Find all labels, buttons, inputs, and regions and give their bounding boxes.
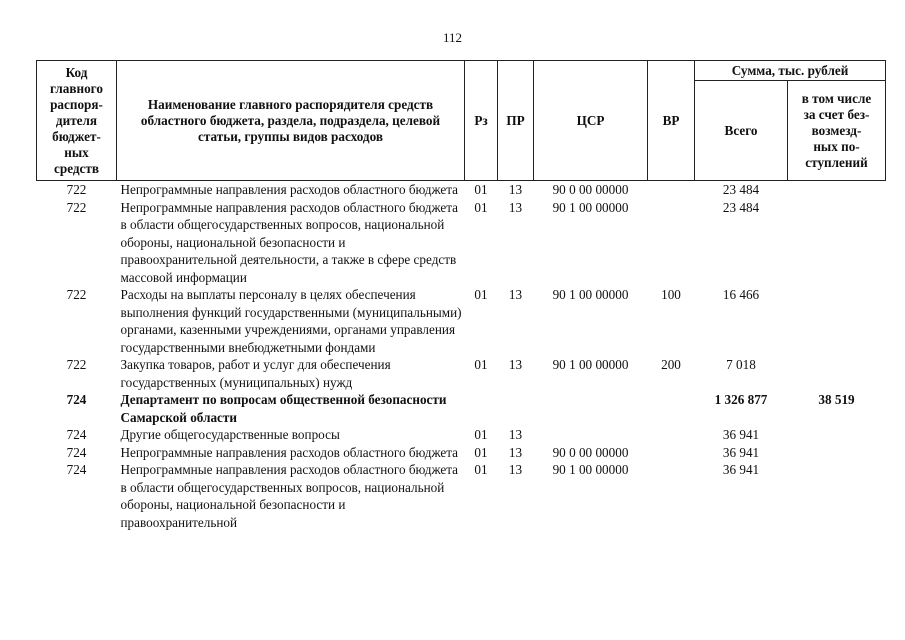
cell-code: 722 (66, 357, 87, 372)
cell-free (788, 286, 886, 356)
cell-name: Департамент по вопросам общественной безопасности Самарской области (120, 392, 447, 425)
cell-free (788, 444, 886, 462)
cell-vr: 200 (661, 357, 681, 372)
cell-free (788, 356, 886, 391)
cell-csr (534, 426, 648, 444)
cell-pr: 13 (508, 462, 523, 477)
cell-total: 7 018 (726, 357, 756, 372)
header-csr: ЦСР (534, 61, 648, 181)
cell-csr: 90 1 00 00000 (552, 199, 629, 215)
cell-free: 38 519 (818, 392, 855, 407)
cell-pr: 13 (508, 287, 523, 302)
cell-total: 36 941 (722, 462, 760, 477)
cell-total: 36 941 (722, 427, 760, 442)
cell-csr: 90 1 00 00000 (552, 287, 629, 302)
cell-pr: 13 (508, 357, 523, 372)
table-row (37, 391, 886, 426)
cell-pr: 13 (508, 199, 523, 215)
cell-code: 722 (66, 199, 87, 215)
header-pr: ПР (498, 61, 534, 181)
cell-total: 16 466 (722, 287, 760, 302)
cell-name: Непрограммные направления расходов областного бюджета в области общегосударственных вопросов, национальной обороны, национальной безопасности и правоохранительной (120, 462, 459, 530)
cell-pr: 13 (508, 427, 523, 442)
cell-rz: 01 (474, 199, 488, 215)
page-number: 112 (442, 30, 463, 45)
cell-vr (648, 199, 695, 287)
cell-free (788, 181, 886, 199)
cell-rz: 01 (474, 427, 488, 442)
cell-pr (498, 391, 534, 426)
cell-total: 23 484 (722, 182, 760, 197)
table-row (37, 199, 886, 287)
cell-name: Непрограммные направления расходов областного бюджета (120, 182, 459, 197)
cell-rz: 01 (474, 462, 488, 477)
cell-rz (465, 391, 498, 426)
table-row (37, 461, 886, 531)
cell-vr (648, 426, 695, 444)
table-row (37, 286, 886, 356)
table-row (37, 444, 886, 462)
table-body (37, 181, 886, 532)
cell-code: 722 (66, 287, 87, 302)
cell-code: 724 (66, 427, 87, 442)
cell-free (788, 461, 886, 531)
header-vr: ВР (648, 61, 695, 181)
cell-name: Непрограммные направления расходов областного бюджета (120, 444, 459, 460)
table-row (37, 426, 886, 444)
header-rz: Рз (465, 61, 498, 181)
cell-rz: 01 (474, 287, 488, 302)
cell-code: 722 (66, 182, 87, 197)
header-name: Наименование главного распорядителя средств областного бюджета, раздела, подраздела, целевой статьи, группы видов расходов (117, 61, 465, 181)
cell-csr: 90 0 00 00000 (552, 182, 629, 197)
cell-total: 36 941 (722, 444, 760, 460)
header-free: в том числе за счет без- возмезд- ных по- ступлений (788, 81, 886, 181)
cell-vr (648, 461, 695, 531)
budget-table (36, 60, 886, 531)
cell-free (788, 426, 886, 444)
cell-rz: 01 (474, 357, 488, 372)
cell-name: Непрограммные направления расходов областного бюджета в области общегосударственных вопросов, национальной обороны, национальной безопасности и правоохранительной деятельности, а также в сфере средств массовой информации (120, 199, 459, 285)
header-code: Код главного распоря- дителя бюджет- ных средств (37, 61, 117, 181)
cell-name: Другие общегосударственные вопросы (120, 427, 340, 442)
cell-csr: 90 1 00 00000 (552, 462, 629, 477)
cell-rz: 01 (474, 182, 488, 197)
cell-csr: 90 1 00 00000 (552, 357, 629, 372)
cell-vr: 100 (661, 287, 681, 302)
cell-vr (648, 444, 695, 462)
header-total: Всего (695, 81, 788, 181)
cell-total: 1 326 877 (714, 392, 768, 407)
cell-csr: 90 0 00 00000 (552, 444, 629, 460)
cell-pr: 13 (508, 182, 523, 197)
cell-code: 724 (66, 462, 87, 477)
cell-pr: 13 (508, 444, 523, 460)
cell-code: 724 (66, 392, 87, 407)
header-sum: Сумма, тыс. рублей (695, 61, 886, 81)
table-row (37, 356, 886, 391)
cell-vr (648, 391, 695, 426)
cell-name: Закупка товаров, работ и услуг для обеспечения государственных (муниципальных) нужд (120, 357, 391, 390)
cell-total: 23 484 (722, 199, 760, 215)
cell-csr (534, 391, 648, 426)
cell-rz: 01 (474, 444, 488, 460)
cell-vr (648, 181, 695, 199)
cell-name: Расходы на выплаты персоналу в целях обеспечения выполнения функций государственными (муниципальными) органами, казенными учреждениями, органами управления государственными внебюджетными фондами (120, 287, 462, 355)
cell-code: 724 (66, 444, 87, 460)
table-row (37, 181, 886, 199)
cell-free (788, 199, 886, 287)
